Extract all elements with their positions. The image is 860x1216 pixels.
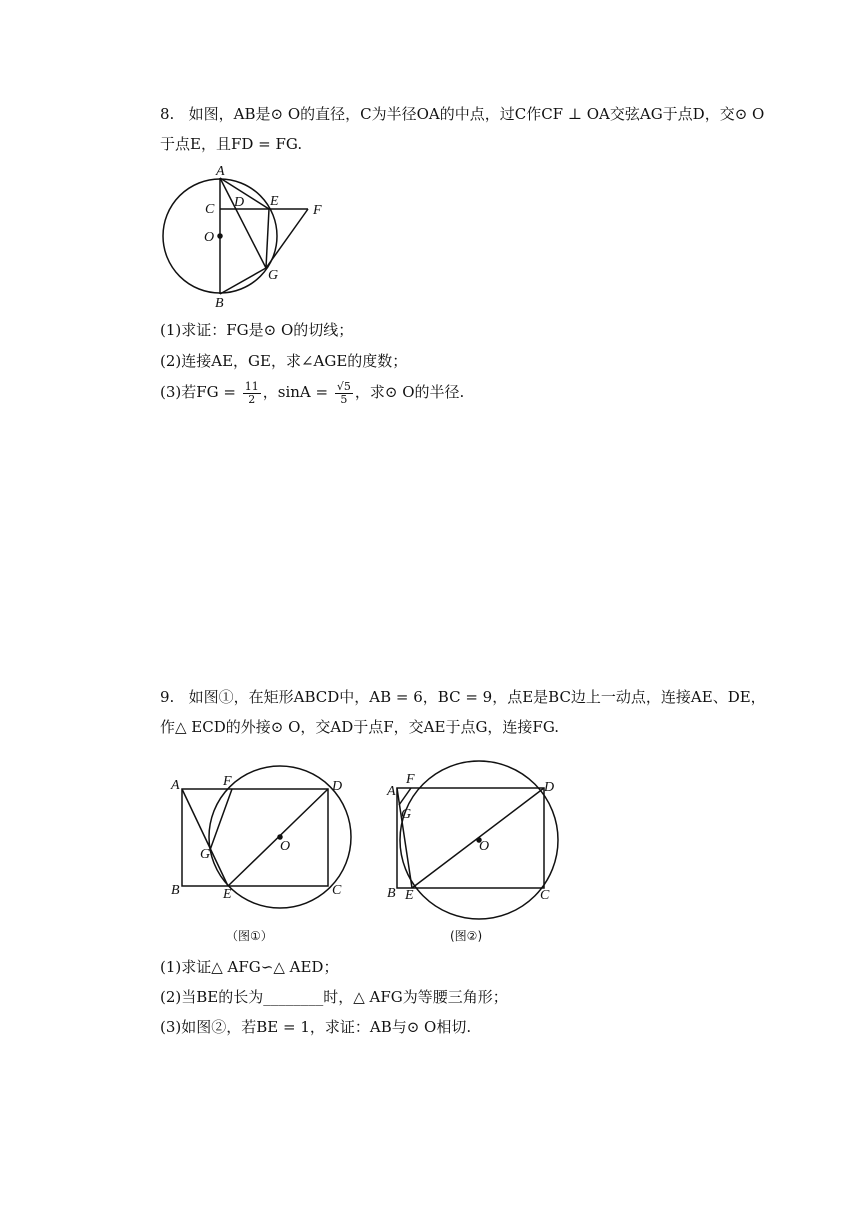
q9-line2: 作△ ECD的外接⊙ O，交AD于点F，交AE于点G，连接FG. bbox=[160, 718, 560, 736]
q9f2-label-e: E bbox=[405, 888, 414, 903]
q8-label-f: F bbox=[313, 203, 322, 218]
q9f1-rectangle-abcd bbox=[182, 789, 328, 886]
q9-number: 9. bbox=[160, 688, 175, 706]
q8-frac2-den: 5 bbox=[340, 392, 348, 406]
q9f1-label-b: B bbox=[171, 883, 180, 898]
q9f1-label-g: G bbox=[200, 847, 211, 862]
q8-label-b: B bbox=[215, 296, 224, 311]
q8-statement-1: 如图，AB是⊙ O的直径，C为半径OA的中点，过C作CF ⊥ OA交弦AG于点D，交⊙ O bbox=[188, 105, 765, 123]
q8-line2: 于点E，且FD = FG. bbox=[160, 135, 303, 153]
q9-figure-2 bbox=[380, 755, 580, 950]
q8-part3 bbox=[160, 377, 464, 407]
q9f1-label-o: O bbox=[280, 839, 291, 854]
q8-segment-bg bbox=[220, 268, 266, 294]
q9-part1: (1)求证△ AFG∽△ AED； bbox=[160, 958, 339, 976]
q9f1-caption: （图①） bbox=[226, 929, 273, 943]
q9f1-segment-ae bbox=[182, 789, 228, 886]
q9f2-label-d: D bbox=[544, 780, 555, 795]
q9f2-label-b: B bbox=[387, 886, 396, 901]
q9f2-label-c: C bbox=[540, 888, 550, 903]
q8-number: 8. bbox=[160, 105, 175, 123]
q8-frac1-den: 2 bbox=[248, 392, 256, 406]
q8-frac1-num: 11 bbox=[244, 379, 259, 393]
q8-part3-suffix: ，求⊙ O的半径. bbox=[354, 383, 465, 401]
q9-part3: (3)如图②，若BE = 1，求证：AB与⊙ O相切. bbox=[160, 1018, 472, 1036]
q9-statement-1: 如图①，在矩形ABCD中，AB = 6，BC = 9，点E是BC边上一动点，连接AE、DE， bbox=[188, 688, 766, 706]
q8-part3-mid: ，sinA = bbox=[262, 383, 329, 401]
q9-line1 bbox=[160, 686, 766, 708]
q8-label-c: C bbox=[205, 202, 215, 217]
q9f1-label-d: D bbox=[332, 779, 343, 794]
q9f1-label-f: F bbox=[223, 774, 232, 789]
q8-fraction-fg bbox=[243, 381, 261, 406]
q8-frac2-num: √5 bbox=[336, 379, 351, 393]
q9f2-label-g: G bbox=[401, 807, 412, 822]
q8-segment-eg bbox=[266, 209, 269, 268]
q8-segment-fg bbox=[266, 209, 308, 268]
q9f1-label-e: E bbox=[223, 887, 232, 902]
q8-part1: (1)求证：FG是⊙ O的切线； bbox=[160, 321, 354, 339]
q8-part3-prefix: (3)若FG = bbox=[160, 383, 236, 401]
q8-part2: (2)连接AE，GE，求∠AGE的度数； bbox=[160, 352, 408, 370]
q9f2-rectangle-abcd bbox=[397, 788, 544, 888]
q9f2-label-a: A bbox=[387, 784, 396, 799]
q8-center-dot bbox=[218, 234, 222, 238]
q8-fraction-sina bbox=[335, 381, 353, 406]
q9-part2: (2)当BE的长为________时，△ AFG为等腰三角形； bbox=[160, 988, 508, 1006]
q8-label-g: G bbox=[268, 268, 279, 283]
q8-chord-ag bbox=[220, 178, 266, 268]
q9f1-label-c: C bbox=[332, 883, 342, 898]
q8-label-o: O bbox=[204, 230, 215, 245]
q8-label-e: E bbox=[270, 194, 279, 209]
q9f2-label-f: F bbox=[406, 772, 415, 787]
q9f2-label-o: O bbox=[479, 839, 490, 854]
q8-label-d: D bbox=[234, 195, 245, 210]
q8-line1 bbox=[160, 103, 764, 125]
q9-figure-1 bbox=[160, 760, 360, 950]
q8-label-a: A bbox=[216, 164, 225, 179]
q9f2-caption: (图②) bbox=[450, 929, 483, 943]
q9f1-label-a: A bbox=[171, 778, 180, 793]
q8-figure bbox=[150, 162, 340, 312]
